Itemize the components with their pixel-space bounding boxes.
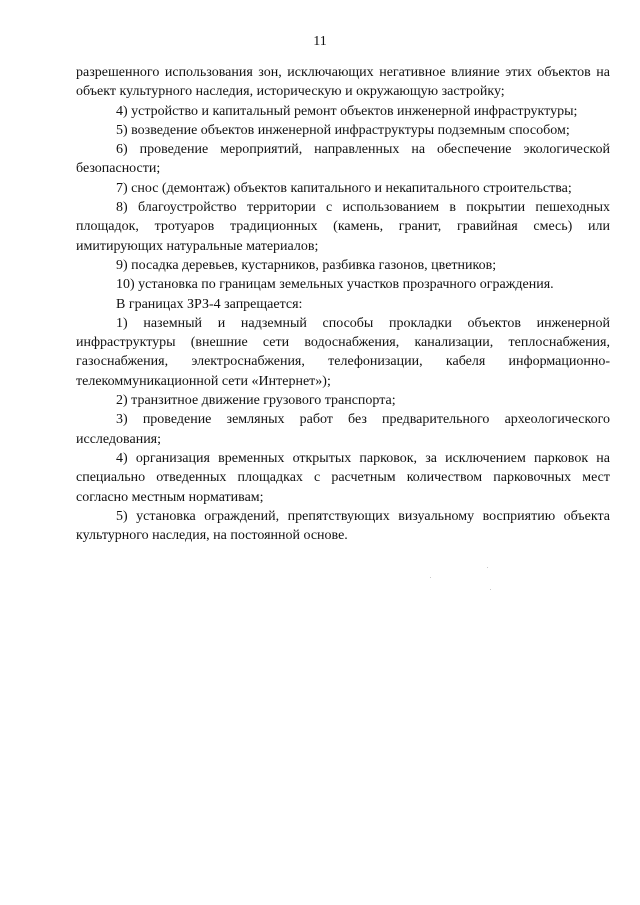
paragraph-item-9: 9) посадка деревьев, кустарников, разбивка газонов, цветников; xyxy=(116,257,497,273)
prohibited-item-2: 2) транзитное движение грузового транспорта; xyxy=(116,393,396,409)
section-heading-zrz4-prohibited: В границах ЗРЗ-4 запрещается: xyxy=(116,296,303,312)
page-number: 11 xyxy=(313,34,327,49)
paragraph-continuation: разрешенного использования зон, исключающих негативное влияние этих объектов на объект культурного наследия, историческую и окружающую застройку; xyxy=(76,65,610,100)
document-body xyxy=(76,63,610,545)
paragraph-item-7: 7) снос (демонтаж) объектов капитального и некапитального строительства; xyxy=(116,180,572,196)
prohibited-item-4: 4) организация временных открытых парковок, за исключением парковок на специально отведенных площадках с расчетным количеством парковочных мест согласно местным нормативам; xyxy=(76,450,610,505)
paragraph-item-5: 5) возведение объектов инженерной инфраструктуры подземным способом; xyxy=(116,122,570,138)
paragraph-item-4: 4) устройство и капитальный ремонт объектов инженерной инфраструктуры; xyxy=(116,103,578,119)
prohibited-item-5: 5) установка ограждений, препятствующих визуальному восприятию объекта культурного наследия, на постоянной основе. xyxy=(76,508,610,544)
scan-speck xyxy=(430,577,431,578)
scan-speck xyxy=(490,589,491,590)
prohibited-item-1: 1) наземный и надземный способы прокладки объектов инженерной инфраструктуры (внешние сети водоснабжения, канализации, теплоснабжения, газоснабжения, электроснабжения, телефонизации, кабеля информационно-телекоммуникационной сети «Интернет»); xyxy=(76,315,610,389)
paragraph-item-8: 8) благоустройство территории с использованием в покрытии пешеходных площадок, тротуаров традиционных (камень, гранит, гравийная смесь) или имитирующих натуральные материалов; xyxy=(76,200,610,254)
scan-speck xyxy=(487,567,488,568)
paragraph-item-10: 10) установка по границам земельных участков прозрачного ограждения. xyxy=(116,277,554,293)
prohibited-item-3: 3) проведение земляных работ без предварительного археологического исследования; xyxy=(76,412,610,447)
paragraph-item-6: 6) проведение мероприятий, направленных на обеспечение экологической безопасности; xyxy=(76,142,610,177)
